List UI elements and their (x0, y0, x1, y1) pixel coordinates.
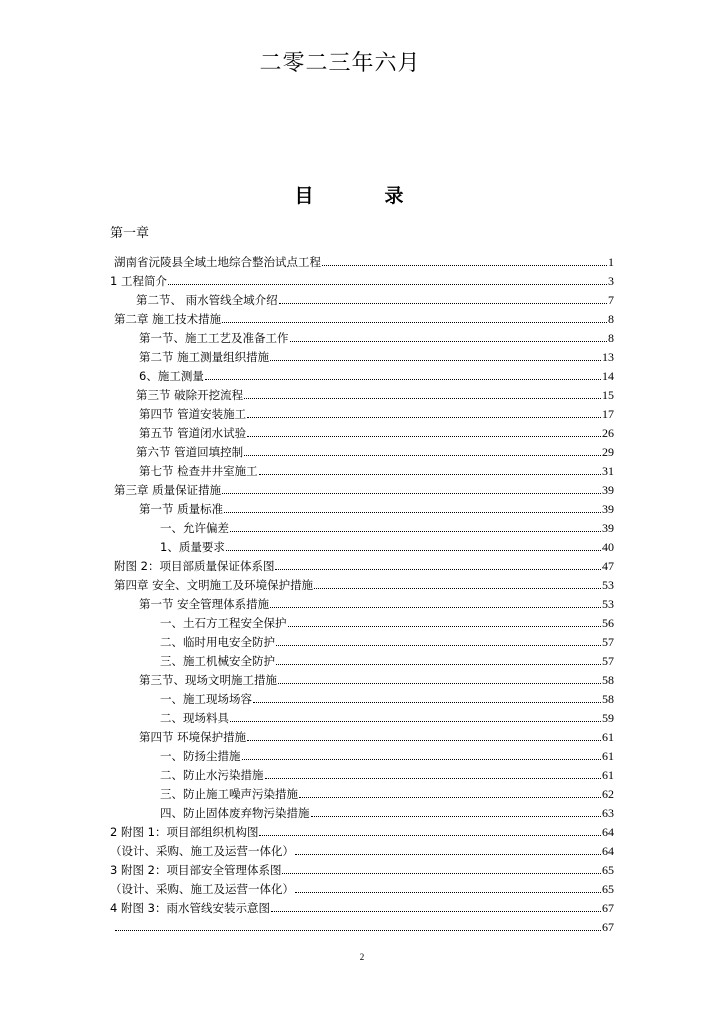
toc-entry-label: 二、现场料具 (160, 711, 229, 725)
toc-entry[interactable] (0, 839, 614, 858)
toc-entry-page: 3 (608, 274, 614, 288)
toc-leader-dots (314, 588, 601, 589)
toc-entry[interactable] (0, 858, 614, 877)
toc-entry[interactable] (0, 649, 614, 668)
toc-entry-label: 二、防止水污染措施 (160, 768, 264, 782)
toc-entry-label: 第三章 质量保证措施 (114, 483, 222, 497)
toc-entry[interactable] (0, 364, 614, 383)
toc-entry[interactable] (0, 288, 614, 307)
toc-entry-page: 67 (602, 901, 614, 915)
toc-entry-page: 67 (602, 920, 614, 934)
toc-leader-dots (276, 645, 601, 646)
toc-entry[interactable] (0, 250, 614, 269)
toc-leader-dots (275, 569, 601, 570)
toc-entry-page: 8 (608, 331, 614, 345)
toc-entry[interactable] (0, 763, 614, 782)
toc-entry-page: 14 (602, 369, 614, 383)
toc-leader-dots (295, 854, 601, 855)
toc-entry[interactable] (0, 820, 614, 839)
toc-entry[interactable] (0, 497, 614, 516)
toc-leader-dots (259, 835, 601, 836)
toc-leader-dots (279, 303, 607, 304)
toc-entry-label: 二、临时用电安全防护 (160, 635, 275, 649)
toc-leader-dots (290, 341, 608, 342)
toc-leader-dots (247, 436, 601, 437)
toc-leader-dots (295, 892, 601, 893)
toc-entry[interactable] (0, 744, 614, 763)
toc-entry-label: 3 附图 2：项目部安全管理体系图 (110, 863, 282, 877)
toc-entry[interactable] (0, 383, 614, 402)
toc-entry[interactable] (0, 269, 614, 288)
toc-entry-label: 第二章 施工技术措施 (114, 312, 222, 326)
toc-entry-label: 附图 2：项目部质量保证体系图 (114, 559, 275, 573)
toc-leader-dots (244, 455, 601, 456)
toc-entry[interactable] (0, 326, 614, 345)
toc-entry-page: 31 (602, 464, 614, 478)
toc-entry-label: 第三节 破除开挖流程 (136, 388, 244, 402)
toc-leader-dots (115, 930, 601, 931)
toc-entry-page: 64 (602, 825, 614, 839)
toc-entry-page: 53 (602, 578, 614, 592)
toc-entry-page: 65 (602, 882, 614, 896)
toc-leader-dots (265, 778, 602, 779)
toc-entry-page: 8 (608, 312, 614, 326)
toc-entry-page: 15 (602, 388, 614, 402)
toc-leader-dots (230, 721, 601, 722)
toc-leader-dots (168, 284, 607, 285)
toc-entry-label: 第四节 管道安装施工 (139, 407, 247, 421)
toc-entry-page: 63 (602, 806, 614, 820)
toc-entry-page: 56 (602, 616, 614, 630)
toc-entry-label: 第六节 管道回填控制 (136, 445, 244, 459)
toc-entry-page: 59 (602, 711, 614, 725)
toc-entry[interactable] (0, 687, 614, 706)
toc-leader-dots (205, 379, 601, 380)
toc-entry-label: 1 工程简介 (110, 274, 167, 288)
toc-entry-label: 第七节 检查井井室施工 (139, 464, 258, 478)
toc-leader-dots (311, 816, 602, 817)
toc-leader-dots (278, 683, 601, 684)
toc-entry[interactable] (0, 554, 614, 573)
toc-leader-dots (276, 664, 601, 665)
toc-entry[interactable] (0, 668, 614, 687)
toc-leader-dots (270, 607, 601, 608)
toc-entry-page: 26 (602, 426, 614, 440)
toc-entry-page: 57 (602, 654, 614, 668)
toc-entry-page: 58 (602, 673, 614, 687)
toc-entry-page: 39 (602, 483, 614, 497)
toc-entry-page: 61 (602, 730, 614, 744)
toc-leader-dots (322, 265, 607, 266)
toc-entry[interactable] (0, 630, 614, 649)
toc-entry-page: 13 (602, 350, 614, 364)
toc-entry-label: 第四章 安全、文明施工及环境保护措施 (114, 578, 314, 592)
toc-entry-page: 61 (602, 768, 614, 782)
toc-entry-page: 17 (602, 407, 614, 421)
toc-entry-page: 39 (602, 521, 614, 535)
toc-leader-dots (242, 759, 602, 760)
toc-entry[interactable] (0, 307, 614, 326)
toc-entry[interactable] (0, 440, 614, 459)
toc-entry-label: 2 附图 1：项目部组织机构图 (110, 825, 259, 839)
toc-entry[interactable] (0, 345, 614, 364)
toc-entry-label: （设计、采购、施工及运营一体化） (110, 882, 294, 896)
toc-leader-dots (270, 360, 601, 361)
toc-leader-dots (259, 474, 601, 475)
toc-entry-label: 一、防扬尘措施 (160, 749, 241, 763)
toc-entry[interactable] (0, 725, 614, 744)
toc-entry-page: 58 (602, 692, 614, 706)
toc-leader-dots (299, 797, 601, 798)
toc-entry-label: 三、施工机械安全防护 (160, 654, 275, 668)
toc-entry[interactable] (0, 421, 614, 440)
toc-entry-label: 一、允许偏差 (160, 521, 229, 535)
toc-entry-label: 第一节 安全管理体系措施 (139, 597, 270, 611)
toc-entry-label: 一、施工现场场容 (160, 692, 252, 706)
toc-entry-label: 第二节、 雨水管线全域介绍 (136, 293, 278, 307)
chapter-heading: 第一章 (110, 226, 150, 241)
toc-entry-label: 1、质量要求 (160, 540, 225, 554)
toc-entry-label: 6、施工测量 (139, 369, 204, 383)
toc-leader-dots (224, 512, 601, 513)
toc-entry-page: 1 (608, 255, 614, 269)
toc-entry-label: 第四节 环境保护措施 (139, 730, 247, 744)
toc-entry-label: 第二节 施工测量组织措施 (139, 350, 270, 364)
toc-entry[interactable] (0, 611, 614, 630)
toc-entry-label: 第五节 管道闭水试验 (139, 426, 247, 440)
toc-leader-dots (226, 550, 601, 551)
toc-leader-dots (282, 873, 601, 874)
toc-entry-label: 第三节、现场文明施工措施 (139, 673, 277, 687)
toc-entry[interactable] (0, 706, 614, 725)
toc-entry-page: 47 (602, 559, 614, 573)
toc-title: 目 录 (294, 185, 430, 207)
toc-entry-page: 62 (602, 787, 614, 801)
toc-entry-label: （设计、采购、施工及运营一体化） (110, 844, 294, 858)
toc-entry[interactable] (0, 801, 614, 820)
toc-entry-page: 7 (608, 293, 614, 307)
toc-entry-label: 四、防止固体废弃物污染措施 (160, 806, 310, 820)
toc-entry-label: 一、土石方工程安全保护 (160, 616, 287, 630)
toc-leader-dots (244, 398, 601, 399)
toc-entry-label: 第一节、施工工艺及准备工作 (139, 331, 289, 345)
toc-leader-dots (271, 911, 601, 912)
toc-entry[interactable] (0, 573, 614, 592)
toc-entry[interactable] (0, 478, 614, 497)
toc-leader-dots (247, 740, 601, 741)
toc-leader-dots (222, 493, 601, 494)
toc-entry-page: 61 (602, 749, 614, 763)
toc-entry[interactable] (0, 915, 614, 934)
footer-page-number: 2 (359, 952, 365, 962)
toc-entry-label: 三、防止施工噪声污染措施 (160, 787, 298, 801)
toc-entry-page: 64 (602, 844, 614, 858)
toc-leader-dots (222, 322, 607, 323)
toc-leader-dots (288, 626, 602, 627)
toc-entry-page: 29 (602, 445, 614, 459)
toc-entry[interactable] (0, 782, 614, 801)
toc-entry[interactable] (0, 459, 614, 478)
date-line: 二零二三年六月 (259, 51, 421, 76)
toc-leader-dots (230, 531, 601, 532)
toc-entry-page: 53 (602, 597, 614, 611)
toc-entry[interactable] (0, 402, 614, 421)
toc-entry[interactable] (0, 535, 614, 554)
toc-entry-page: 39 (602, 502, 614, 516)
toc-entry-page: 57 (602, 635, 614, 649)
toc-entry-page: 65 (602, 863, 614, 877)
toc-entry[interactable] (0, 877, 614, 896)
toc-entry[interactable] (0, 516, 614, 535)
toc-entry[interactable] (0, 592, 614, 611)
toc-entry-label: 湖南省沅陵县全域土地综合整治试点工程 (114, 255, 321, 269)
toc-leader-dots (247, 417, 601, 418)
toc-entry-page: 40 (602, 540, 614, 554)
toc-leader-dots (253, 702, 601, 703)
toc-entry-label: 第一节 质量标准 (139, 502, 224, 516)
toc-entry-label: 4 附图 3：雨水管线安装示意图 (110, 901, 270, 915)
toc-entry[interactable] (0, 896, 614, 915)
